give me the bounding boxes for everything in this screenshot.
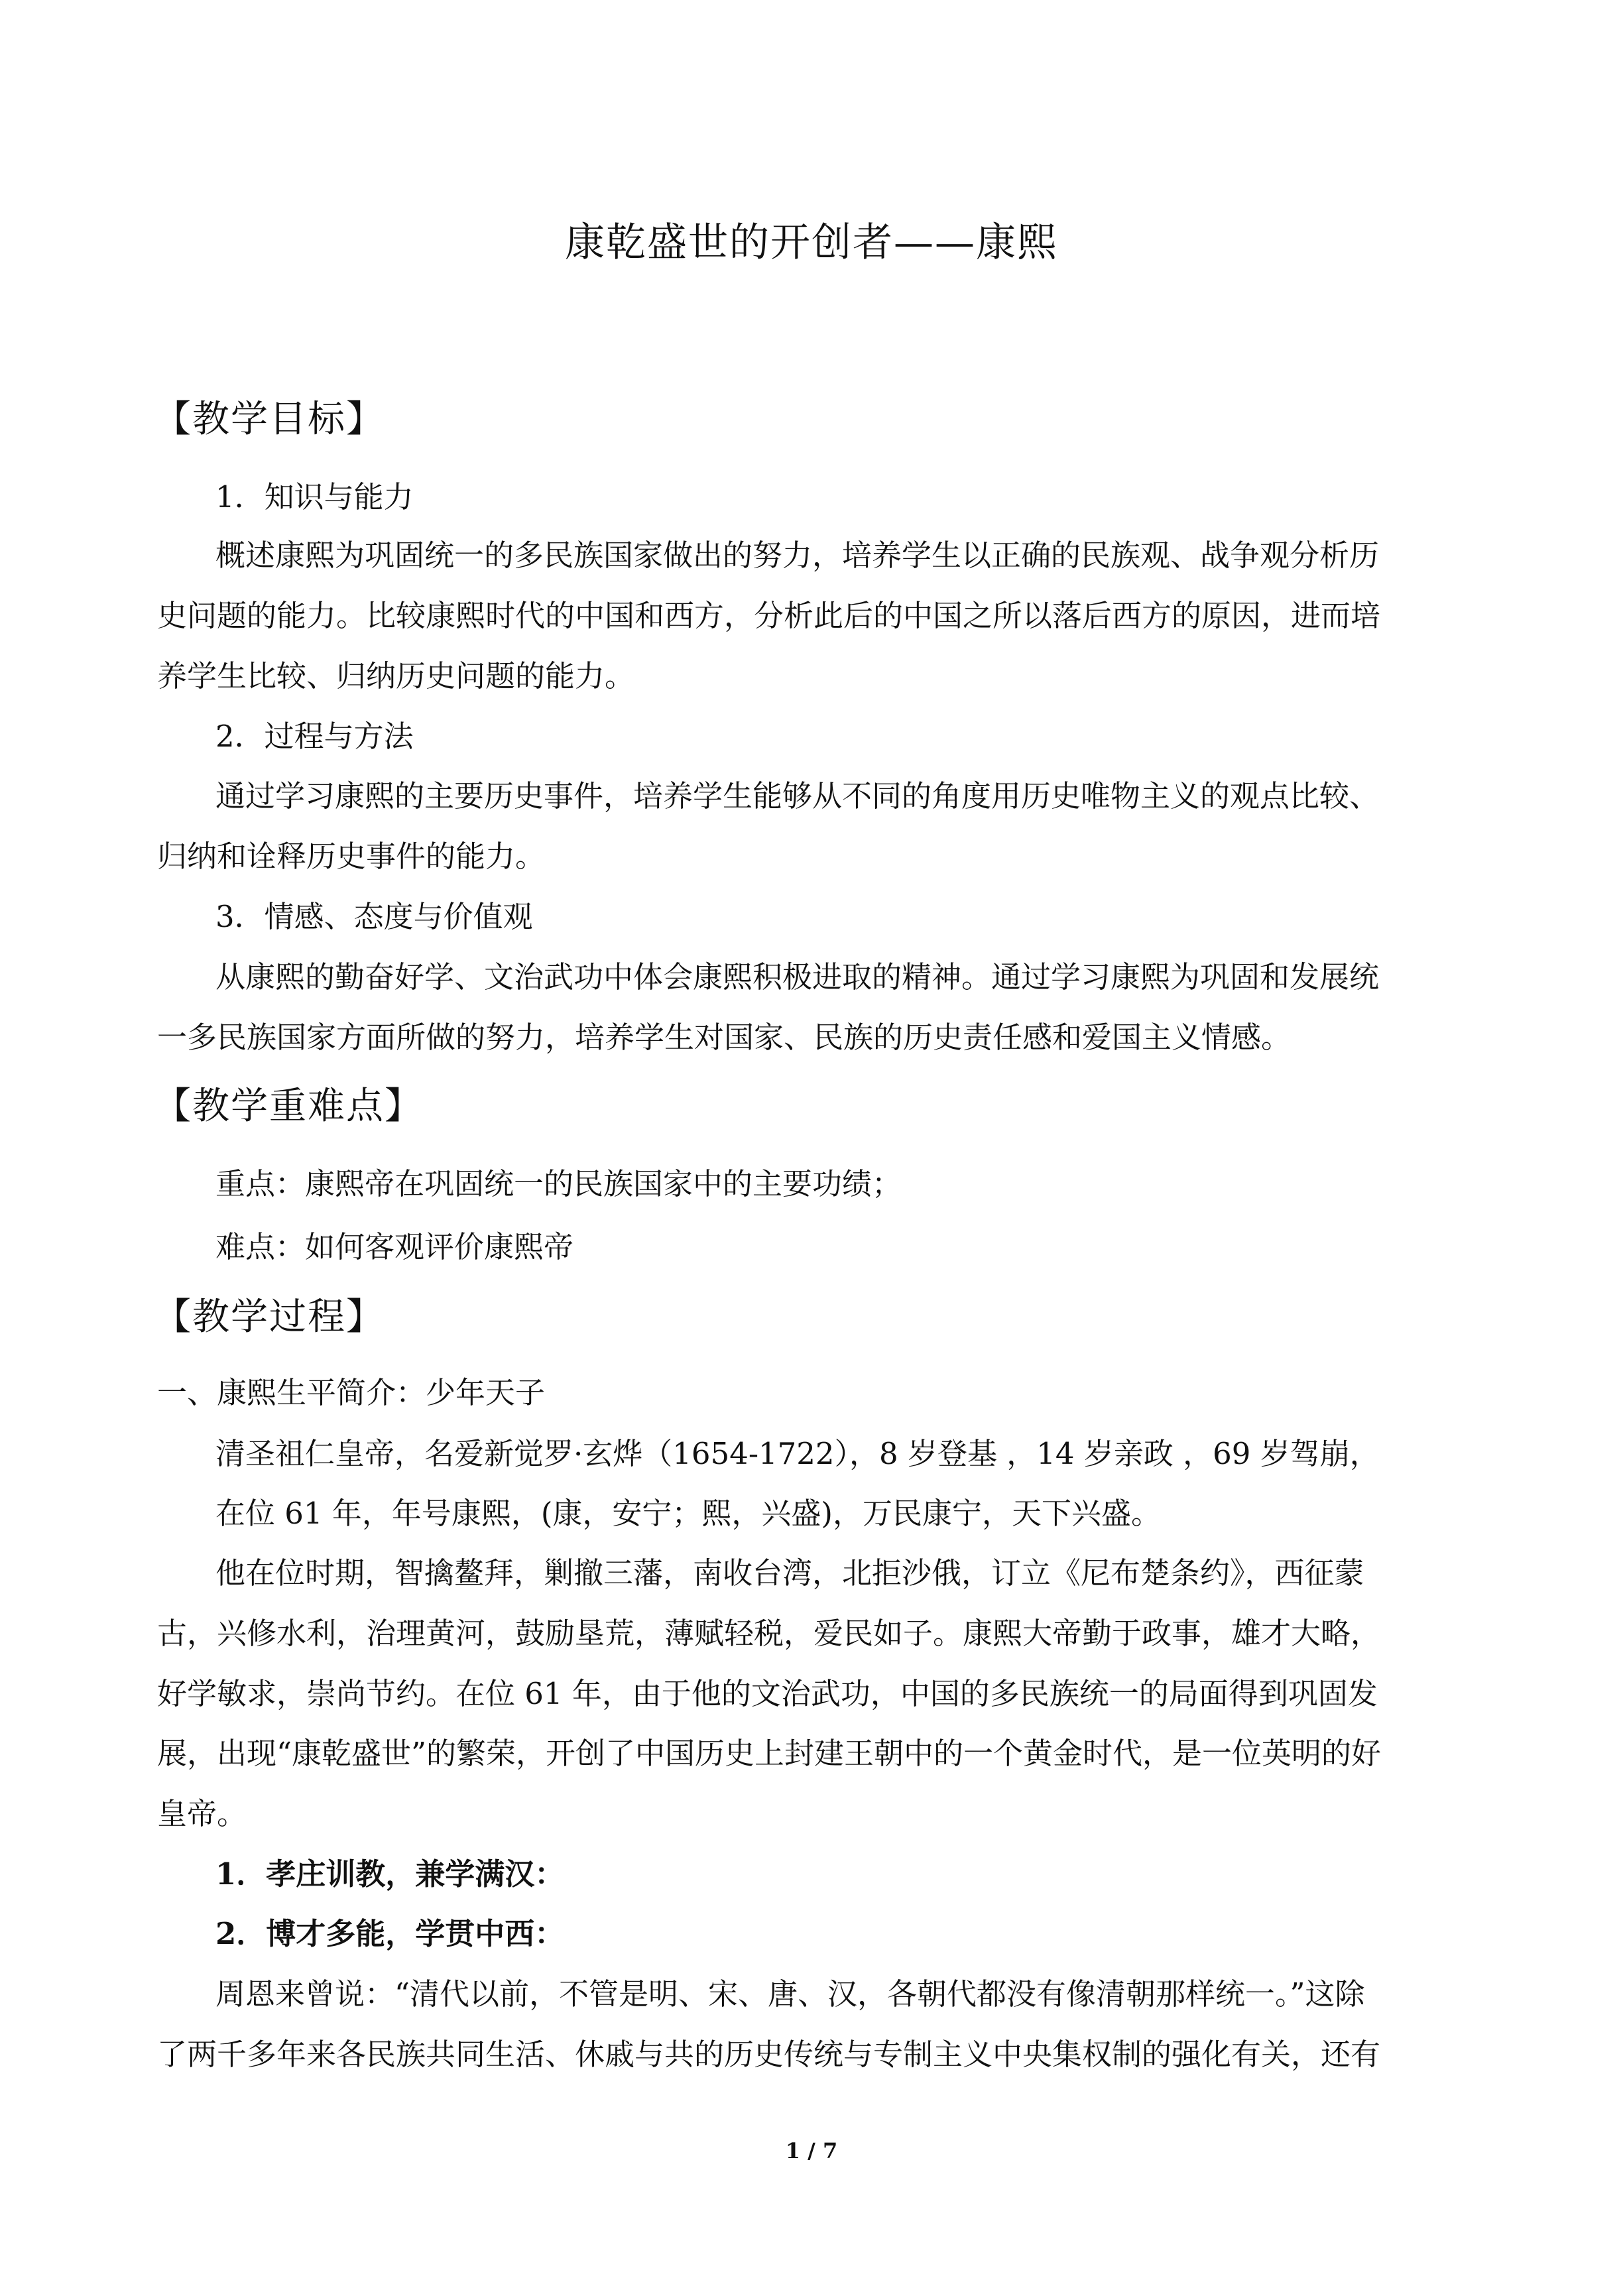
subheading-knowledge: 1．知识与能力: [215, 479, 414, 514]
paragraph-line: 概述康熙为巩固统一的多民族国家做出的努力，培养学生以正确的民族观、战争观分析历: [215, 538, 1380, 573]
document-title: 康乾盛世的开创者——康熙: [565, 219, 1058, 266]
key-point-important: 重点：康熙帝在巩固统一的民族国家中的主要功绩；: [215, 1166, 902, 1201]
paragraph-line: 养学生比较、归纳历史问题的能力。: [157, 658, 635, 694]
paragraph-line: 在位 61 年，年号康熙，(康，安宁；熙，兴盛)，万民康宁，天下兴盛。: [215, 1496, 1161, 1531]
paragraph-line: 通过学习康熙的主要历史事件，培养学生能够从不同的角度用历史唯物主义的观点比较、: [215, 778, 1380, 814]
paragraph-line: 展，出现“康乾盛世”的繁荣，开创了中国历史上封建王朝中的一个黄金时代，是一位英明的好: [157, 1736, 1382, 1771]
paragraph-line: 了两千多年来各民族共同生活、休戚与共的历史传统与专制主义中央集权制的强化有关，还有: [157, 2037, 1381, 2072]
key-point-difficult: 难点：如何客观评价康熙帝: [215, 1229, 574, 1264]
subheading-emotion-values: 3．情感、态度与价值观: [215, 899, 533, 934]
section-heading-goals: 【教学目标】: [154, 398, 385, 441]
subpoint-1: 1．孝庄训教，兼学满汉：: [215, 1856, 565, 1892]
subheading-process-method: 2．过程与方法: [215, 719, 414, 754]
paragraph-line: 周恩来曾说：“清代以前，不管是明、宋、唐、汉，各朝代都没有像清朝那样统一。”这除: [215, 1976, 1365, 2012]
paragraph-line: 一多民族国家方面所做的努力，培养学生对国家、民族的历史责任感和爱国主义情感。: [157, 1020, 1292, 1055]
paragraph-line: 古，兴修水利，治理黄河，鼓励垦荒，薄赋轻税，爱民如子。康熙大帝勤于政事，雄才大略，: [157, 1616, 1381, 1651]
part-heading: 一、康熙生平简介：少年天子: [157, 1375, 546, 1410]
paragraph-line: 好学敏求，崇尚节约。在位 61 年，由于他的文治武功，中国的多民族统一的局面得到巩固发: [157, 1676, 1378, 1711]
paragraph-line: 他在位时期，智擒鳌拜，剿撤三藩，南收台湾，北拒沙俄，订立《尼布楚条约》，西征蒙: [215, 1555, 1364, 1591]
paragraph-line: 清圣祖仁皇帝，名爱新觉罗·玄烨（1654-1722），8 岁登基 ，14 岁亲政 ，69 岁驾崩，: [215, 1436, 1380, 1471]
section-heading-process: 【教学过程】: [154, 1296, 385, 1339]
section-heading-key-points: 【教学重难点】: [154, 1085, 423, 1128]
paragraph-line: 从康熙的勤奋好学、文治武功中体会康熙积极进取的精神。通过学习康熙为巩固和发展统: [215, 959, 1380, 995]
page-number: 1 / 7: [785, 2138, 838, 2163]
paragraph-line: 皇帝。: [157, 1796, 247, 1831]
paragraph-line: 史问题的能力。比较康熙时代的中国和西方，分析此后的中国之所以落后西方的原因，进而培: [157, 598, 1381, 633]
subpoint-2: 2．博才多能，学贯中西：: [215, 1916, 565, 1951]
paragraph-line: 归纳和诠释历史事件的能力。: [157, 839, 546, 874]
